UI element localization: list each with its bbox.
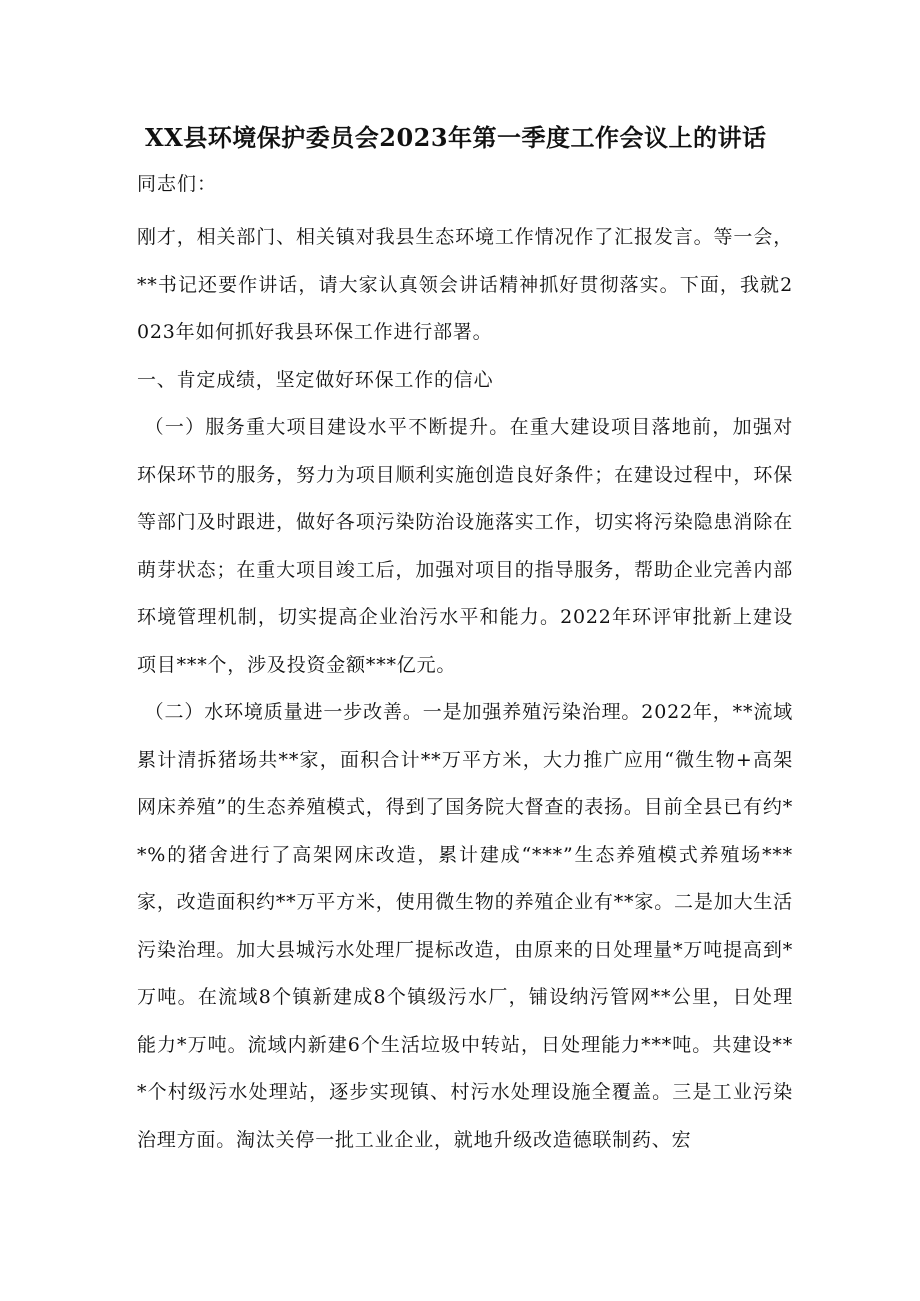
section-heading-1: 一、肯定成绩，坚定做好环保工作的信心 [137, 368, 494, 391]
paragraph-intro: 刚才，相关部门、相关镇对我县生态环境工作情况作了汇报发言。等一会，**书记还要作讲话，请大家认真领会讲话精神抓好贯彻落实。下面，我就2023年如何抓好我县环保工作进行部署。 [137, 226, 793, 343]
document-title: XX县环境保护委员会2023年第一季度工作会议上的讲话 [145, 123, 767, 152]
paragraph-item-2: （二）水环境质量进一步改善。一是加强养殖污染治理。2022年，**流域累计清拆猪场共**家，面积合计**万平方米，大力推广应用“微生物+高架网床养殖”的生态养殖模式，得到了国务院大督查的表扬。目前全县已有约**%的猪舍进行了高架网床改造，累计建成“***”生态养殖模式养殖场***家，改造面积约**万平方米，使用微生物的养殖企业有**家。二是加大生活污染治理。加大县城污水处理厂提标改造，由原来的日处理量*万吨提高到*万吨。在流域8个镇新建成8个镇级污水厂，铺设纳污管网**公里，日处理能力*万吨。流域内新建6个生活垃圾中转站，日处理能力***吨。共建设***个村级污水处理站，逐步实现镇、村污水处理设施全覆盖。三是工业污染治理方面。淘汰关停一批工业企业，就地升级改造德联制药、宏 [137, 701, 793, 1151]
document-body [137, 214, 793, 1164]
salutation: 同志们： [137, 173, 218, 195]
paragraph-item-1: （一）服务重大项目建设水平不断提升。在重大建设项目落地前，加强对环保环节的服务，努力为项目顺利实施创造良好条件；在建设过程中，环保等部门及时跟进，做好各项污染防治设施落实工作，切实将污染隐患消除在萌芽状态；在重大项目竣工后，加强对项目的指导服务，帮助企业完善内部环境管理机制，切实提高企业治污水平和能力。2022年环评审批新上建设项目***个，涉及投资金额***亿元。 [137, 416, 793, 676]
